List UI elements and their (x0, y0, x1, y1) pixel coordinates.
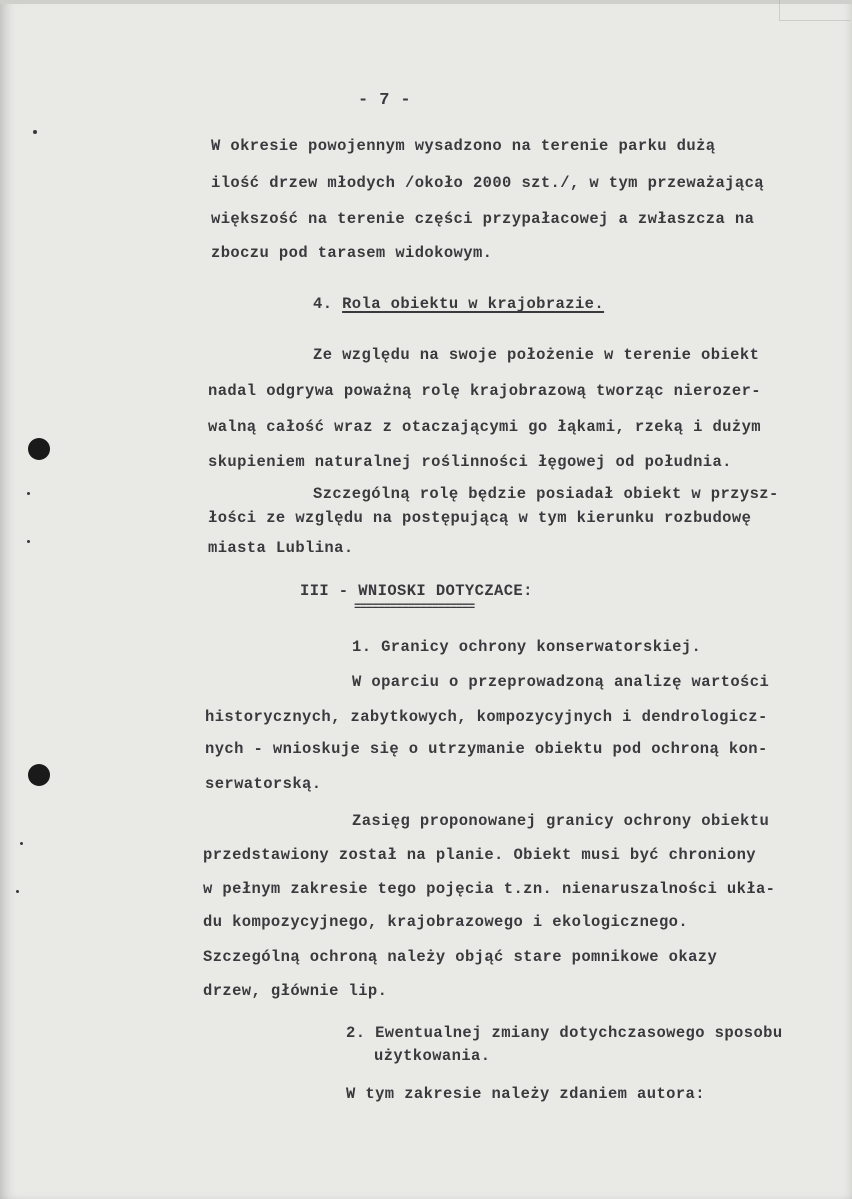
paragraph-line: serwatorską. (205, 775, 322, 793)
margin-speck (16, 890, 19, 893)
page-top-edge (0, 0, 852, 4)
paragraph-line: Szczególną ochroną należy objąć stare pomnikowe okazy (203, 948, 718, 966)
section-title: Rola obiektu w krajobrazie. (342, 295, 605, 313)
paragraph-line: W oparciu o przeprowadzoną analizę wartości (352, 673, 770, 691)
paragraph-line: nych - wnioskuje się o utrzymanie obiektu pod ochroną kon- (205, 740, 768, 758)
paragraph-line: nadal odgrywa poważną rolę krajobrazową tworząc nierozer- (208, 382, 761, 400)
paragraph-line: zboczu pod tarasem widokowym. (211, 244, 493, 262)
paragraph-line: skupieniem naturalnej roślinności łęgowej od południa. (208, 453, 732, 471)
punch-hole-lower (28, 764, 50, 786)
double-underline: ==================== (354, 600, 475, 614)
margin-speck (27, 492, 30, 495)
punch-hole-upper (28, 438, 50, 460)
paragraph-line: większość na terenie części przypałacowej a zwłaszcza na (211, 210, 755, 228)
margin-speck (20, 842, 23, 845)
paragraph-line: W okresie powojennym wysadzono na terenie parku dużą (211, 137, 716, 155)
item-heading-2: 2. Ewentualnej zmiany dotychczasowego sposobu (346, 1024, 783, 1042)
paragraph-line: Szczególną rolę będzie posiadał obiekt w przysz- (313, 485, 779, 503)
paragraph-line: du kompozycyjnego, krajobrazowego i ekologicznego. (203, 913, 689, 931)
paragraph-line: łości ze względu na postępującą w tym kierunku rozbudowę (208, 509, 752, 527)
section-number: 4. (313, 295, 333, 313)
paragraph-line: Zasięg proponowanej granicy ochrony obiektu (352, 812, 770, 830)
section-heading-4 (313, 295, 604, 313)
paragraph-line: w pełnym zakresie tego pojęcia t.zn. nienaruszalności ukła- (203, 880, 776, 898)
paragraph-line: W tym zakresie należy zdaniem autora: (346, 1085, 705, 1103)
section-heading-III: III - WNIOSKI DOTYCZACE: (300, 582, 533, 600)
paragraph-line: drzew, głównie lip. (203, 982, 388, 1000)
item-heading-2-cont: użytkowania. (374, 1047, 491, 1065)
paragraph-line: historycznych, zabytkowych, kompozycyjnych i dendrologicz- (205, 708, 768, 726)
margin-speck (33, 130, 37, 134)
margin-speck (27, 540, 30, 543)
paragraph-line: przedstawiony został na planie. Obiekt musi być chroniony (203, 846, 756, 864)
paragraph-line: Ze względu na swoje położenie w terenie obiekt (313, 346, 760, 364)
paragraph-line: miasta Lublina. (208, 539, 354, 557)
paragraph-line: walną całość wraz z otaczającymi go łąkami, rzeką i dużym (208, 418, 761, 436)
page-number: - 7 - (358, 91, 412, 110)
item-heading-1: 1. Granicy ochrony konserwatorskiej. (352, 638, 702, 656)
corner-mark (779, 0, 850, 21)
paragraph-line: ilość drzew młodych /około 2000 szt./, w tym przeważającą (211, 174, 764, 192)
